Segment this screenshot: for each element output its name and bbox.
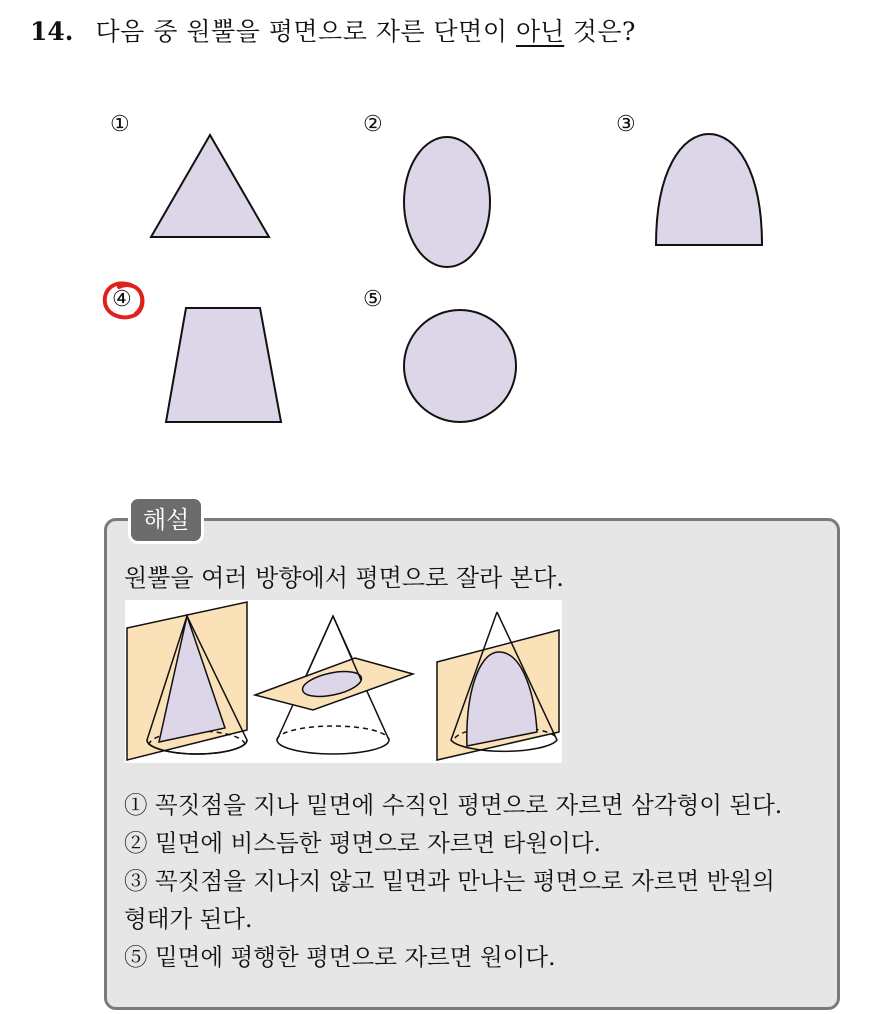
triangle-icon[interactable] [148, 132, 272, 240]
choice-2-label[interactable]: ② [363, 112, 383, 137]
explanation-line-5: ⑤ 밑면에 평행한 평면으로 자르면 원이다. [124, 943, 556, 971]
parabola-segment-icon[interactable] [652, 130, 766, 250]
trapezoid-icon[interactable] [162, 305, 286, 425]
question-number: 14. [30, 17, 74, 46]
explanation-line-1: ① 꼭짓점을 지나 밑면에 수직인 평면으로 자르면 삼각형이 된다. [124, 791, 783, 819]
choice-1-label[interactable]: ① [110, 112, 130, 137]
explanation-lines [124, 786, 834, 976]
question-text-after: 것은? [564, 17, 636, 46]
cone-oblique-cut-icon [255, 616, 413, 754]
explanation-line-2: ② 밑면에 비스듬한 평면으로 자르면 타원이다. [124, 829, 601, 857]
ellipse-icon[interactable] [400, 134, 494, 270]
explanation-tag: 해설 [128, 496, 204, 544]
cone-sections-figure [125, 600, 562, 763]
explanation-lead: 원뿔을 여러 방향에서 평면으로 잘라 본다. [124, 564, 564, 592]
question-text-underlined: 아닌 [515, 17, 565, 46]
question-header [30, 12, 636, 48]
choice-3-label[interactable]: ③ [616, 112, 636, 137]
question-text-before: 다음 중 원뿔을 평면으로 자른 단면이 [95, 17, 516, 46]
circle-icon[interactable] [400, 306, 520, 426]
choice-4-label[interactable]: ④ [112, 287, 132, 312]
cone-vertical-cut-icon [127, 602, 247, 760]
explanation-line-3: ③ 꼭짓점을 지나지 않고 밑면과 만나는 평면으로 자르면 반원의 [124, 867, 775, 895]
explanation-line-4: 형태가 된다. [124, 905, 253, 933]
cone-parabolic-cut-icon [437, 612, 559, 760]
choice-5-label[interactable]: ⑤ [363, 287, 383, 312]
